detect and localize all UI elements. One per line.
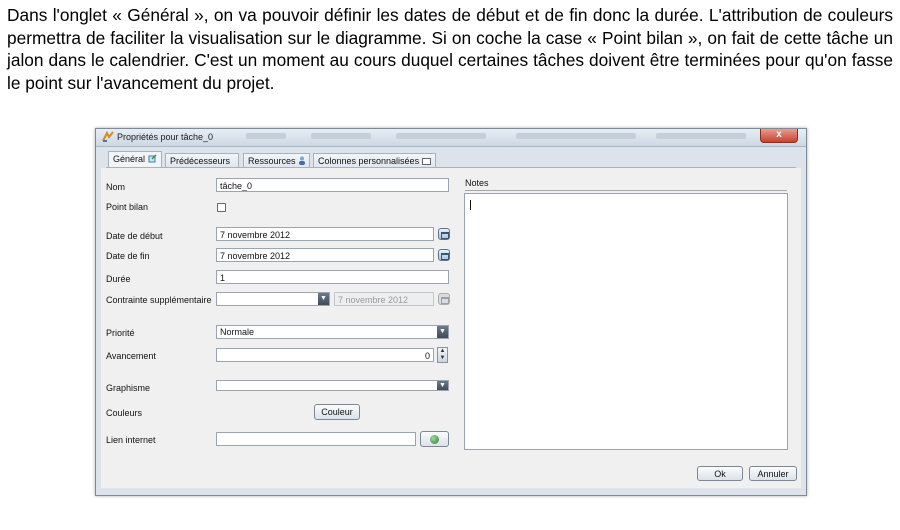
tab-ressources[interactable] [243,153,310,167]
nom-label: Nom [106,182,126,192]
table-icon [422,158,431,165]
task-properties-dialog [95,128,807,496]
lien-internet-field[interactable] [216,432,416,446]
calendar-icon[interactable] [438,228,450,240]
avancement-label: Avancement [106,351,156,361]
chevron-down-icon: ▼ [437,326,448,338]
calendar-icon[interactable] [438,249,450,261]
intro-line-2: L'attribution de couleurs permettra de faciliter la visualisation sur le diagramme. Si on coche la [7,5,893,48]
edit-icon [148,154,157,163]
globe-icon [430,435,439,444]
contrainte-select[interactable] [216,292,330,306]
priorite-label: Priorité [106,328,135,338]
dialog-tabs [106,151,796,168]
couleur-button[interactable]: Couleur [314,404,360,420]
graphisme-label: Graphisme [106,383,151,393]
graphisme-select[interactable] [216,380,449,391]
intro-paragraph [7,4,893,94]
duree-label: Durée [106,274,131,284]
couleurs-label: Couleurs [106,408,143,418]
calendar-icon [438,293,450,305]
dialog-titlebar[interactable] [96,129,806,147]
titlebar-ghost-text [311,133,371,139]
date-debut-label: Date de début [106,231,163,241]
tab-predecesseurs-label: Prédécesseurs [170,156,231,166]
intro-line-4: duquel certaines tâches doivent être terminées pour qu'on fasse le point sur l'avancement du [7,50,893,93]
tab-general-label: Général [113,154,146,164]
tab-colonnes-personnalisees[interactable] [313,153,436,167]
priorite-select[interactable] [216,325,449,339]
tab-predecesseurs[interactable] [165,153,239,167]
intro-line-3: case « Point bilan », on fait de cette tâche un jalon dans le calendrier. C'est un moment au cours [7,27,893,70]
titlebar-ghost-text [656,133,746,139]
date-fin-label: Date de fin [106,251,150,261]
avancement-spinner[interactable]: ▲ ▼ [437,347,448,363]
notes-divider [465,190,787,191]
duree-field[interactable]: 1 [216,270,449,284]
priorite-select-value: Normale [220,327,255,337]
titlebar-ghost-text [396,133,486,139]
point-bilan-label: Point bilan [106,202,149,212]
intro-line-1: Dans l'onglet « Général », on va pouvoir définir les dates de début et de fin donc la durée. [7,5,704,25]
general-tab-content [101,168,801,488]
lien-internet-label: Lien internet [106,435,156,445]
contrainte-date-field: 7 novembre 2012 [334,292,434,306]
notes-label: Notes [465,178,489,188]
date-debut-field[interactable]: 7 novembre 2012 [216,227,434,241]
annuler-button[interactable]: Annuler [749,466,797,481]
users-icon [298,156,306,165]
nom-field[interactable]: tâche_0 [216,178,449,192]
text-caret [470,200,471,210]
titlebar-ghost-text [516,133,636,139]
open-link-button[interactable] [420,431,449,447]
tab-ressources-label: Ressources [248,156,296,166]
titlebar-ghost-text [246,133,286,139]
close-button[interactable]: x [760,129,798,143]
ok-button[interactable]: Ok [697,466,743,481]
tab-colonnes-label: Colonnes personnalisées [318,156,420,166]
chevron-down-icon: ▼ [437,381,448,390]
chevron-down-icon: ▼ [318,293,329,305]
gantt-app-icon [102,131,114,143]
point-bilan-checkbox[interactable] [217,203,226,212]
avancement-field[interactable]: 0 [216,348,434,362]
intro-line-5: projet. [226,72,275,93]
notes-textarea[interactable] [464,193,788,450]
dialog-title: Propriétés pour tâche_0 [117,132,214,142]
tab-general[interactable] [108,151,162,168]
date-fin-field[interactable]: 7 novembre 2012 [216,248,434,262]
contrainte-label: Contrainte supplémentaire [106,295,212,305]
